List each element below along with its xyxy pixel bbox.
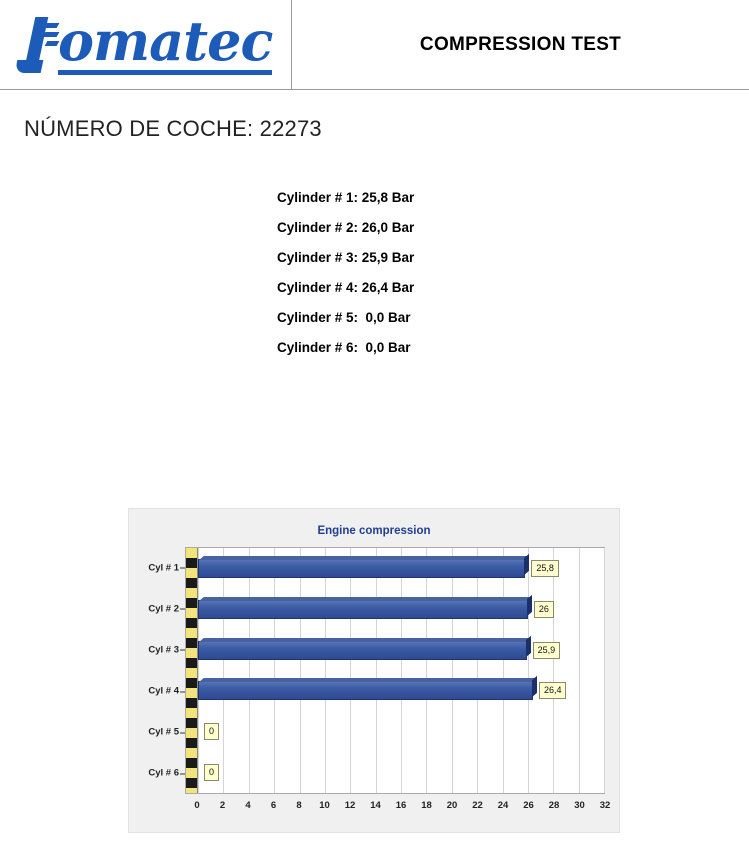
chart-x-tick-label: 8 xyxy=(296,800,302,811)
chart-bar-value-label: 0 xyxy=(204,723,219,740)
chart-x-tick-label: 20 xyxy=(446,800,458,811)
page-title: COMPRESSION TEST xyxy=(419,33,622,55)
chart-x-tick-label: 12 xyxy=(344,800,356,811)
list-item: Cylinder # 4: 26,4 Bar xyxy=(277,280,415,295)
chart-bar-row xyxy=(198,630,604,671)
chart-bar-row xyxy=(198,589,604,630)
chart-axis-band xyxy=(186,548,198,793)
chart-bar-value-label: 0 xyxy=(204,764,219,781)
list-item: Cylinder # 5: 0,0 Bar xyxy=(277,310,411,325)
chart-y-tick-label: Cyl # 6 xyxy=(148,768,179,779)
chart-y-tick-label: Cyl # 2 xyxy=(148,603,179,614)
chart-bar-row xyxy=(198,752,604,793)
chart-bar-value-label: 25,8 xyxy=(531,560,559,577)
chart-x-tick-label: 28 xyxy=(548,800,560,811)
chart-bar xyxy=(198,600,528,619)
chart-y-axis-labels xyxy=(129,547,185,794)
chart-bar-value-label: 25,9 xyxy=(533,642,561,659)
list-item: Cylinder # 2: 26,0 Bar xyxy=(277,220,415,235)
list-item: Cylinder # 6: 0,0 Bar xyxy=(277,340,411,355)
chart-bar-value-label: 26 xyxy=(534,601,554,618)
chart-bar-row xyxy=(198,548,604,589)
cylinder-readings-list xyxy=(0,190,749,355)
title-cell xyxy=(292,0,749,89)
chart-y-tick-label: Cyl # 4 xyxy=(148,686,179,697)
chart-x-tick-label: 32 xyxy=(599,800,611,811)
chart-plot-inner xyxy=(186,548,604,793)
chart-bar xyxy=(198,641,527,660)
chart-y-tick-label: Cyl # 1 xyxy=(148,562,179,573)
chart-plot-area xyxy=(185,547,605,794)
chart-gridline xyxy=(604,548,605,793)
jomatec-j-logo-icon xyxy=(16,17,56,73)
chart-x-tick-label: 16 xyxy=(395,800,407,811)
list-item: Cylinder # 1: 25,8 Bar xyxy=(277,190,415,205)
page-header xyxy=(0,0,749,90)
chart-x-tick-label: 0 xyxy=(194,800,200,811)
chart-x-tick-label: 24 xyxy=(497,800,509,811)
chart-bar-row xyxy=(198,711,604,752)
chart-y-tick-label: Cyl # 5 xyxy=(148,727,179,738)
chart-bar xyxy=(198,559,525,578)
chart-title: Engine compression xyxy=(317,525,431,537)
logo-cell xyxy=(0,0,292,89)
chart-x-axis-labels xyxy=(185,800,611,814)
chart-x-tick-label: 22 xyxy=(472,800,483,811)
chart-x-tick-label: 4 xyxy=(245,800,251,811)
company-logo xyxy=(16,9,273,75)
chart-x-tick-label: 2 xyxy=(219,800,226,811)
logo-text: omatec xyxy=(58,9,273,73)
chart-bar-row xyxy=(198,671,604,712)
chart-x-tick-label: 6 xyxy=(270,800,277,811)
chart-x-tick-label: 30 xyxy=(574,800,585,811)
chart-x-tick-label: 18 xyxy=(421,800,432,811)
chart-x-tick-label: 10 xyxy=(319,800,330,811)
chart-bar-value-label: 26,4 xyxy=(539,682,567,699)
list-item: Cylinder # 3: 25,9 Bar xyxy=(277,250,415,265)
engine-compression-chart xyxy=(128,508,620,833)
chart-x-tick-label: 14 xyxy=(370,800,381,811)
chart-bar xyxy=(198,681,533,700)
chart-x-tick-label: 26 xyxy=(523,800,534,811)
chart-y-tick-label: Cyl # 3 xyxy=(148,644,179,655)
car-number-label: NÚMERO DE COCHE: 22273 xyxy=(24,116,322,141)
